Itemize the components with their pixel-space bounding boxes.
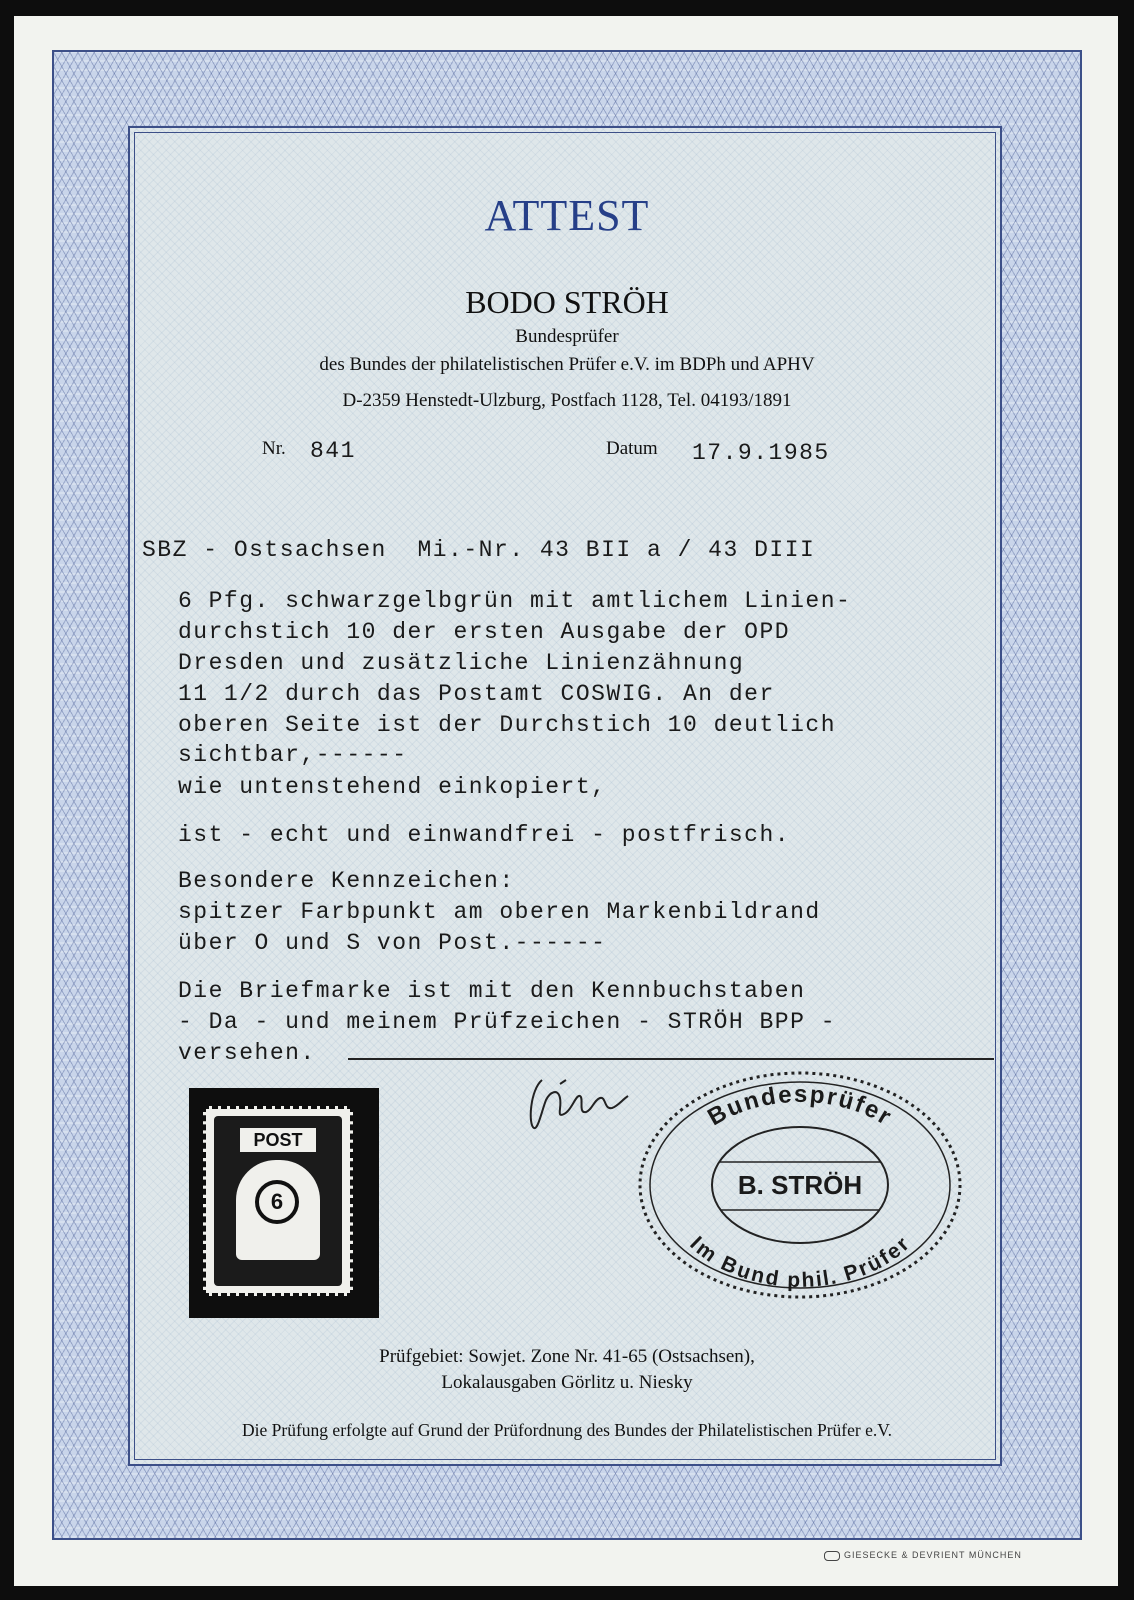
seal-center-text: B. STRÖH xyxy=(737,1170,863,1200)
closing-rule xyxy=(348,1058,994,1060)
examiner-name: BODO STRÖH xyxy=(465,284,669,320)
marks-line: spitzer Farbpunkt am oberen Markenbildrand xyxy=(178,899,821,925)
number-label: Nr. xyxy=(262,438,286,459)
description-line: sichtbar,------ xyxy=(178,742,408,768)
certificate-number: 841 xyxy=(310,438,356,464)
date-label: Datum xyxy=(606,438,658,459)
certificate-title: ATTEST xyxy=(484,191,650,240)
printer-logo-icon xyxy=(824,1551,840,1561)
seal-top-text: Bundesprüfer xyxy=(703,1080,898,1132)
marks-line: über O und S von Post.------ xyxy=(178,930,607,956)
description-line: 6 Pfg. schwarzgelbgrün mit amtlichem Linien- xyxy=(178,588,852,614)
certificate-date: 17.9.1985 xyxy=(692,440,830,466)
description-line: wie untenstehend einkopiert, xyxy=(178,774,607,800)
examiner-role: Bundesprüfer xyxy=(515,326,619,347)
closing-line: Die Briefmarke ist mit den Kennbuchstaben xyxy=(178,978,806,1004)
description-line: oberen Seite ist der Durchstich 10 deutlich xyxy=(178,712,836,738)
description-line: durchstich 10 der ersten Ausgabe der OPD xyxy=(178,619,791,645)
marks-line: Besondere Kennzeichen: xyxy=(178,868,515,894)
scope-line-1: Prüfgebiet: Sowjet. Zone Nr. 41-65 (Ostsachsen), xyxy=(379,1346,755,1367)
stamp-post-label: POST xyxy=(240,1128,316,1152)
address-line: D-2359 Henstedt-Ulzburg, Postfach 1128, Tel. 04193/1891 xyxy=(342,390,792,411)
verdict-line: ist - echt und einwandfrei - postfrisch. xyxy=(178,822,791,848)
stamp-denomination: 6 xyxy=(255,1180,299,1224)
printer-imprint xyxy=(824,1550,1022,1561)
seal-bottom-text: Im Bund phil. Prüfer xyxy=(685,1232,915,1293)
description-line: 11 1/2 durch das Postamt COSWIG. An der xyxy=(178,681,775,707)
closing-line: versehen. xyxy=(178,1040,316,1066)
description-line: Dresden und zusätzliche Linienzähnung xyxy=(178,650,745,676)
svg-text:Bundesprüfer xyxy=(703,1081,897,1131)
scope-line-2: Lokalausgaben Görlitz u. Niesky xyxy=(441,1372,693,1393)
exam-basis: Die Prüfung erfolgte auf Grund der Prüfordnung des Bundes der Philatelistischen Prüfer e.V. xyxy=(242,1420,892,1440)
examiner-seal-icon xyxy=(630,1062,970,1308)
stamp-catalog-heading: SBZ - Ostsachsen Mi.-Nr. 43 BII a / 43 DIII xyxy=(142,537,816,563)
printer-name: GIESECKE & DEVRIENT MÜNCHEN xyxy=(844,1550,1022,1560)
association-line: des Bundes der philatelistischen Prüfer e.V. im BDPh und APHV xyxy=(319,354,815,375)
closing-line: - Da - und meinem Prüfzeichen - STRÖH BPP - xyxy=(178,1009,836,1035)
